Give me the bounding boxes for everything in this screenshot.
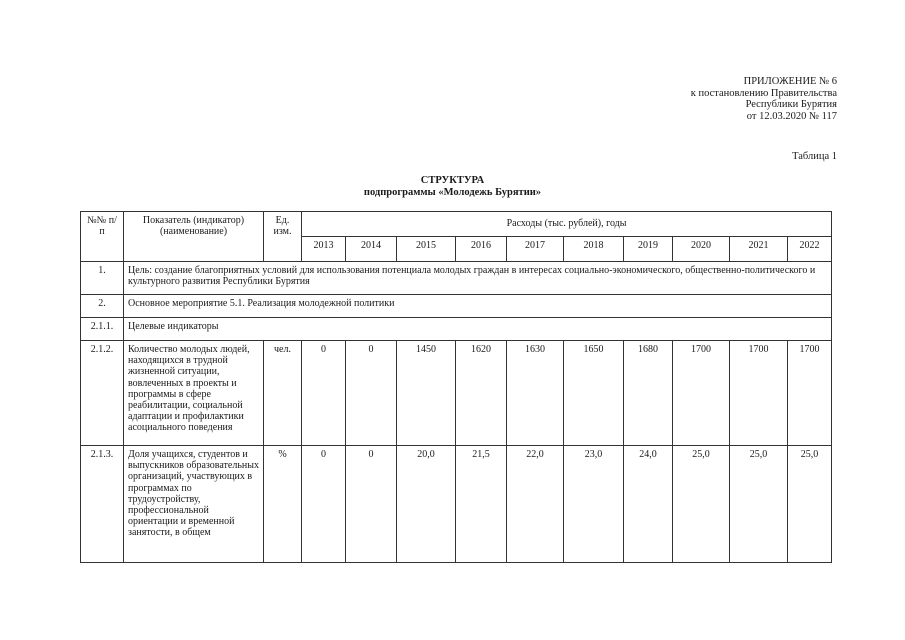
header-unit: Ед. изм. [264,212,302,262]
goal-text: Цель: создание благоприятных условий для использования потенциала молодых граждан в интересах социально-экономического, общественно-политического и культурного развития Республики Бурятия [124,262,832,295]
row-value: 24,0 [624,446,673,563]
row-value: 20,0 [397,446,456,563]
annex-line-1: ПРИЛОЖЕНИЕ № 6 [743,76,837,87]
row-value: 23,0 [564,446,624,563]
row-value: 21,5 [456,446,507,563]
row-value: 1620 [456,341,507,446]
header-year: 2021 [730,237,788,262]
row-value: 0 [302,341,346,446]
annex-line-2: к постановлению Правительства [690,87,837,99]
row-indicator: Количество молодых людей, находящихся в трудной жизненной ситуации, вовлеченных в проекты и программы в сфере реабилитации, социальной адаптации и профилактики асоциального поведения [124,341,264,446]
header-year: 2017 [507,237,564,262]
row-value: 25,0 [673,446,730,563]
row-value: 25,0 [730,446,788,563]
row-number: 2.1.3. [81,446,124,563]
annex-block [691,76,837,122]
header-year: 2018 [564,237,624,262]
header-year: 2014 [346,237,397,262]
row-value: 0 [346,341,397,446]
row-value: 1700 [730,341,788,446]
row-value: 1650 [564,341,624,446]
row-value: 1630 [507,341,564,446]
row-indicator: Доля учащихся, студентов и выпускников образовательных организаций, участвующих в программах по трудоустройству, профессиональной ориентации и временной занятости, в общем [124,446,264,563]
table-row [81,446,832,563]
header-year: 2015 [397,237,456,262]
row-value: 0 [302,446,346,563]
row-value: 1680 [624,341,673,446]
row-value: 1700 [788,341,832,446]
event-text: Основное мероприятие 5.1. Реализация молодежной политики [124,295,832,318]
header-indicator: Показатель (индикатор) (наименование) [124,212,264,262]
row-number: 2.1.1. [81,318,124,341]
row-value: 22,0 [507,446,564,563]
row-value: 25,0 [788,446,832,563]
row-number: 2. [81,295,124,318]
row-number: 2.1.2. [81,341,124,446]
table-row-event [81,295,832,318]
header-year: 2022 [788,237,832,262]
header-year: 2019 [624,237,673,262]
row-value: 1450 [397,341,456,446]
header-year: 2016 [456,237,507,262]
targets-text: Целевые индикаторы [124,318,832,341]
annex-line-3: Республики Бурятия [745,99,837,111]
table-row [81,341,832,446]
header-expenses: Расходы (тыс. рублей), годы [302,212,832,237]
header-year: 2020 [673,237,730,262]
row-unit: чел. [264,341,302,446]
table-row-goal [81,262,832,295]
header-num: №№ п/п [81,212,124,262]
table-header-row [81,212,832,237]
document-title [0,175,905,199]
row-number: 1. [81,262,124,295]
annex-line-4: от 12.03.2020 № 117 [746,110,837,122]
table-number: Таблица 1 [792,151,837,162]
title-line-2: подпрограммы «Молодежь Бурятии» [363,187,542,198]
row-value: 0 [346,446,397,563]
table-row-targets [81,318,832,341]
structure-table [80,211,832,563]
title-line-1: СТРУКТУРА [420,175,485,186]
header-year: 2013 [302,237,346,262]
row-value: 1700 [673,341,730,446]
row-unit: % [264,446,302,563]
